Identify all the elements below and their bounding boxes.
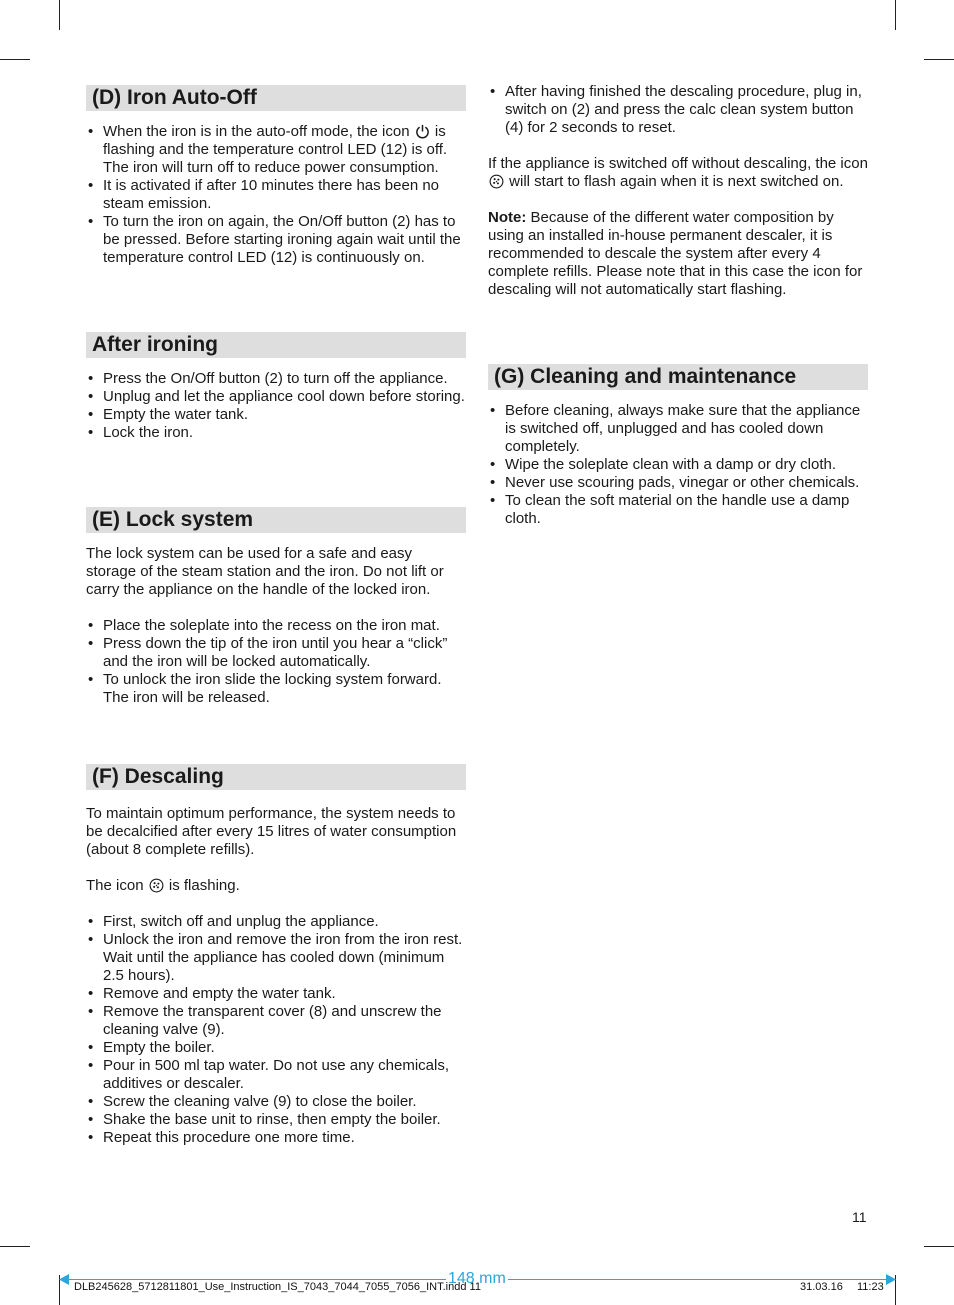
dimension-arrow-right [886,1274,896,1285]
list-item: • After having finished the descaling procedure, plug in, switch on (2) and press the calc clean system button (4) for 2 seconds to reset. [488,83,870,137]
switched-off-text: If the appliance is switched off without descaling, the icon will start to flash again when it is next switched on. [488,155,868,190]
list-item: • Wipe the soleplate clean with a damp or dry cloth. [488,456,870,474]
after-ironing-heading: After ironing [86,332,466,358]
list-item: • Empty the boiler. [86,1039,466,1057]
section-f-heading: (F) Descaling [86,764,466,790]
section-g-heading: (G) Cleaning and maintenance [488,364,868,390]
list-item: • Repeat this procedure one more time. [86,1129,466,1147]
note-text: Note: Because of the different water composition by using an installed in-house permanent descaler, it is recommended to descale the system after every 4 complete refills. Please note that in this case the icon for descaling will not automatically start flashing. [488,209,863,298]
crop-mark [924,59,954,60]
section-e-intro: The lock system can be used for a safe and easy storage of the steam station and the iron. Do not lift or carry the appliance on the handle of the locked iron. [86,545,444,598]
list-item: • Remove the transparent cover (8) and unscrew the cleaning valve (9). [86,1003,466,1039]
list-item: • To unlock the iron slide the locking system forward. The iron will be released. [86,671,466,707]
crop-mark [0,1246,30,1247]
list-item: • When the iron is in the auto-off mode, the icon is flashing and the temperature control LED (12) is off. The iron will turn off to reduce power consumption. [86,123,466,177]
dimension-label: 148 mm [448,1270,506,1287]
note-label: Note: [488,209,527,226]
crop-mark [895,0,896,30]
list-item: • Place the soleplate into the recess on the iron mat. [86,617,466,635]
after-ironing-body [86,370,466,442]
list-item: • Press down the tip of the iron until you hear a “click” and the iron will be locked automatically. [86,635,466,671]
list-item: • Unlock the iron and remove the iron from the iron rest. Wait until the appliance has cooled down (minimum 2.5 hours). [86,931,466,985]
crop-mark [59,0,60,30]
list-item: • Pour in 500 ml tap water. Do not use any chemicals, additives or descaler. [86,1057,466,1093]
list-item: • Unplug and let the appliance cool down before storing. [86,388,466,406]
crop-mark [0,59,30,60]
section-e-body [86,545,466,707]
descale-icon [489,174,504,189]
descale-icon-text: The icon is flashing. [86,877,240,894]
section-f-body [86,805,466,1147]
power-icon [415,124,430,139]
list-item: • Screw the cleaning valve (9) to close the boiler. [86,1093,466,1111]
crop-mark [924,1246,954,1247]
footer-time: 11:23 [857,1281,884,1293]
section-d-heading: (D) Iron Auto-Off [86,85,466,111]
list-item: • Remove and empty the water tank. [86,985,466,1003]
section-f-intro: To maintain optimum performance, the system needs to be decalcified after every 15 litres of water consumption (about 8 complete refills). [86,805,457,858]
list-item: • Empty the water tank. [86,406,466,424]
list-item: • First, switch off and unplug the appliance. [86,913,466,931]
footer-filename: DLB245628_5712811801_Use_Instruction_IS_7043_7044_7055_7056_INT.indd 11 [74,1281,481,1293]
descaling-continued [488,83,870,299]
list-item: • Lock the iron. [86,424,466,442]
list-item: • Before cleaning, always make sure that the appliance is switched off, unplugged and has cooled down completely. [488,402,870,456]
list-item: • Never use scouring pads, vinegar or other chemicals. [488,474,870,492]
dimension-arrow-left [59,1274,69,1285]
list-item: • To turn the iron on again, the On/Off button (2) has to be pressed. Before starting ironing again wait until the temperature control LED (12) is continuously on. [86,213,466,267]
list-item: • Press the On/Off button (2) to turn off the appliance. [86,370,466,388]
footer-date: 31.03.16 [800,1281,843,1293]
section-e-heading: (E) Lock system [86,507,466,533]
page-number: 11 [852,1209,867,1225]
list-item: • Shake the base unit to rinse, then empty the boiler. [86,1111,466,1129]
list-item: • To clean the soft material on the handle use a damp cloth. [488,492,870,528]
list-item: • It is activated if after 10 minutes there has been no steam emission. [86,177,466,213]
section-d-body [86,123,466,267]
descale-icon [149,878,164,893]
section-g-body [488,402,870,528]
